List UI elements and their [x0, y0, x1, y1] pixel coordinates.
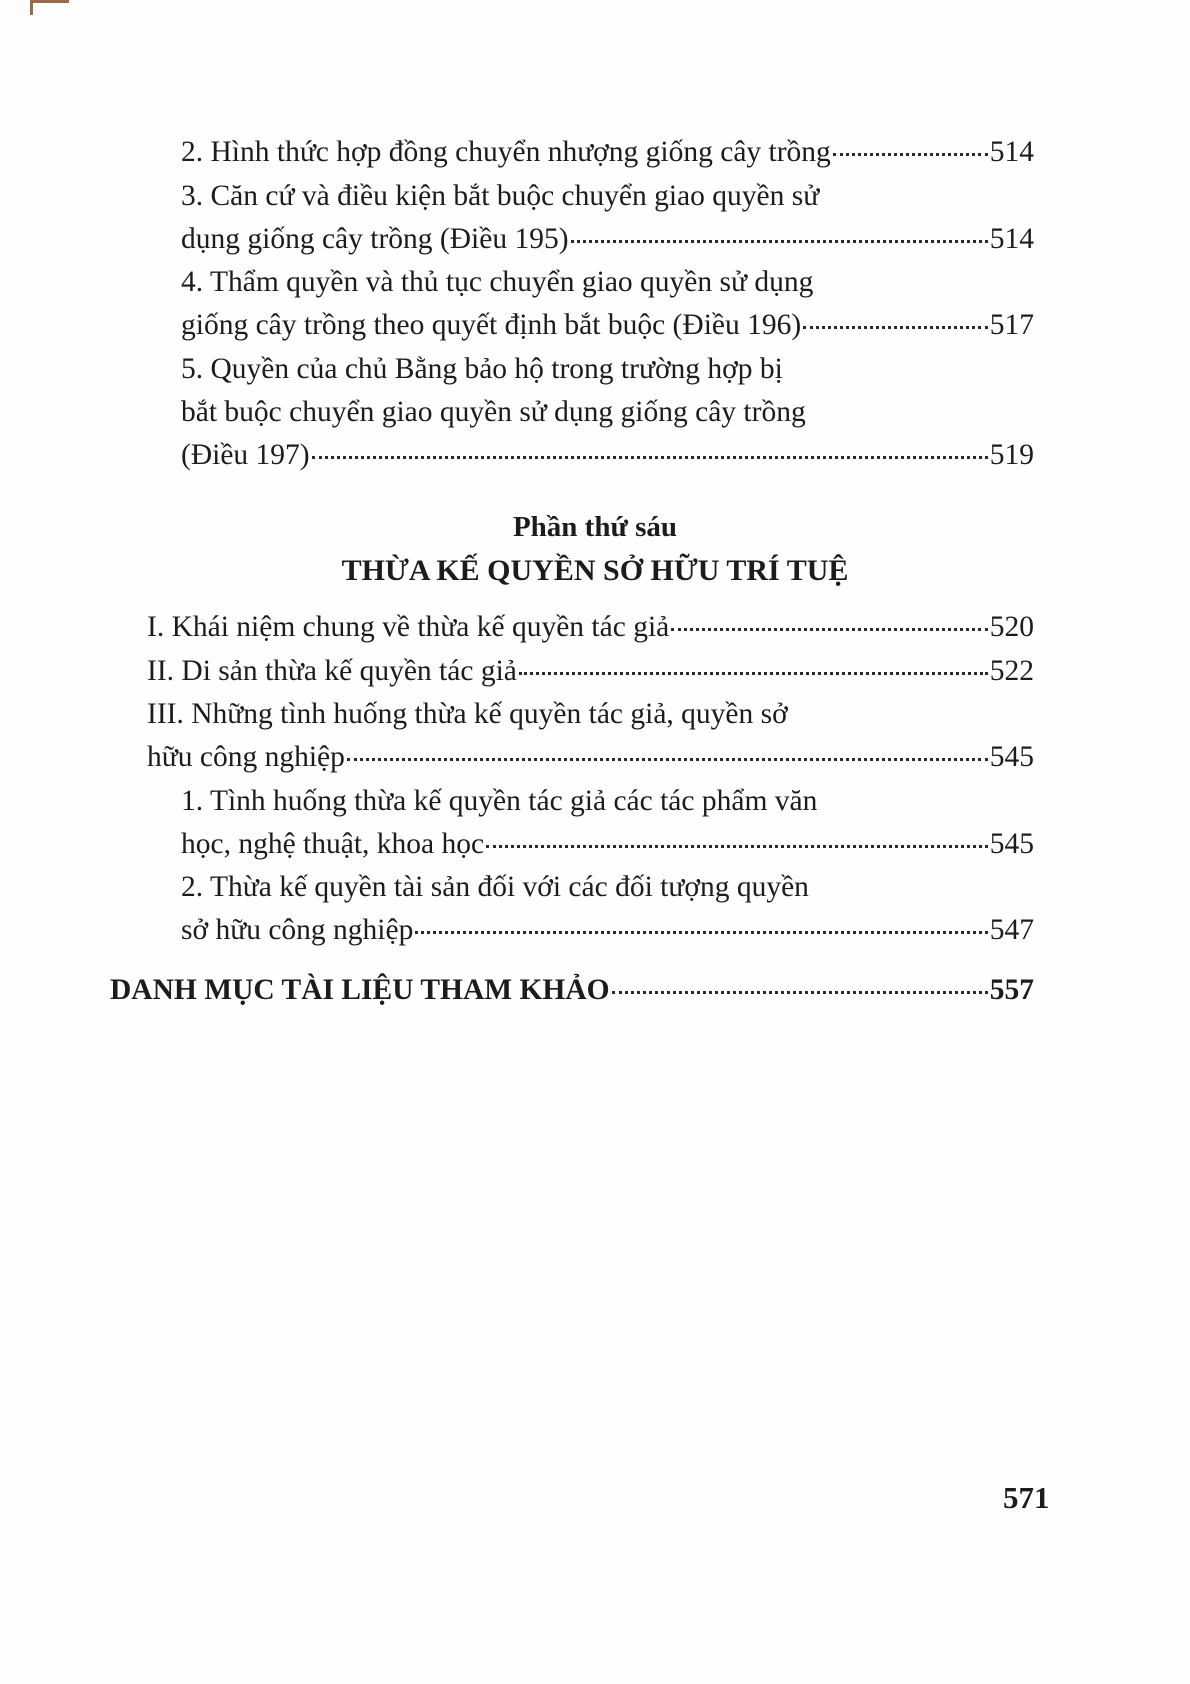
toc-entry-title: hữu công nghiệp: [147, 741, 345, 773]
toc-entry-line: [181, 398, 806, 428]
toc-entry-line: [181, 182, 819, 212]
toc-entry-title: sở hữu công nghiệp: [181, 914, 414, 946]
leader-dots: [803, 326, 988, 329]
toc-entry[interactable]: [181, 225, 1034, 255]
toc-entry-title: dụng giống cây trồng (Điều 195): [181, 223, 569, 255]
page-number: 571: [1003, 1480, 1050, 1515]
leader-dots: [347, 758, 988, 761]
leader-dots: [671, 628, 988, 631]
toc-entry-line: [181, 355, 783, 385]
toc-entry-line: [147, 700, 788, 730]
toc-entry-line: [181, 787, 817, 817]
toc-entry[interactable]: [181, 830, 1034, 860]
toc-entry[interactable]: [181, 441, 1034, 471]
toc-entry-title: DANH MỤC TÀI LIỆU THAM KHẢO: [110, 974, 610, 1006]
toc-entry-title: 2. Hình thức hợp đồng chuyển nhượng giống cây trồng: [181, 136, 831, 168]
leader-dots: [519, 672, 988, 675]
toc-entry[interactable]: [147, 657, 1034, 687]
toc-references-entry[interactable]: [110, 976, 1034, 1006]
toc-entry-page: 514: [989, 223, 1034, 255]
toc-entry-title-line1: III. Những tình huống thừa kế quyền tác giả, quyền sở: [147, 698, 788, 730]
toc-entry-title-line2: bắt buộc chuyển giao quyền sử dụng giống cây trồng: [181, 396, 806, 428]
toc-entry-page: 545: [989, 741, 1034, 773]
leader-dots: [415, 931, 987, 934]
toc-entry-page: 522: [989, 655, 1034, 687]
toc-entry-page: 557: [989, 974, 1034, 1006]
toc-entry-title: II. Di sản thừa kế quyền tác giả: [147, 655, 517, 687]
part-title: THỪA KẾ QUYỀN SỞ HỮU TRÍ TUỆ: [341, 554, 849, 587]
toc-entry-title-line1: 5. Quyền của chủ Bằng bảo hộ trong trường hợp bị: [181, 353, 783, 385]
part-label: Phần thứ sáu: [512, 511, 678, 543]
toc-entry[interactable]: [147, 613, 1034, 643]
toc-entry-title: (Điều 197): [181, 439, 310, 471]
toc-entry-page: 547: [989, 914, 1034, 946]
leader-dots: [571, 240, 988, 243]
toc-entry-title-line1: 4. Thẩm quyền và thủ tục chuyển giao quyền sử dụng: [181, 266, 814, 298]
toc-entry-page: 520: [989, 611, 1034, 643]
toc-entry[interactable]: [147, 743, 1034, 773]
toc-entry-title-line1: 1. Tình huống thừa kế quyền tác giả các tác phẩm văn: [181, 785, 818, 817]
toc-entry-page: 517: [989, 309, 1034, 341]
leader-dots: [486, 845, 988, 848]
toc-entry-page: 514: [989, 136, 1034, 168]
toc-entry-line: [181, 268, 813, 298]
toc-entry[interactable]: [181, 311, 1034, 341]
leader-dots: [612, 991, 988, 994]
toc-entry-title: học, nghệ thuật, khoa học: [181, 828, 485, 860]
toc-entry-title: giống cây trồng theo quyết định bắt buộc (Điều 196): [181, 309, 802, 341]
scan-corner-mark: [30, 0, 69, 15]
toc-entry-title: I. Khái niệm chung về thừa kế quyền tác giả: [147, 611, 670, 643]
leader-dots: [312, 456, 988, 459]
toc-entry-page: 519: [989, 439, 1034, 471]
toc-entry-title-line1: 2. Thừa kế quyền tài sản đối với các đối tượng quyền: [181, 871, 809, 903]
leader-dots: [833, 153, 988, 156]
toc-entry-title-line1: 3. Căn cứ và điều kiện bắt buộc chuyển giao quyền sử: [181, 180, 820, 212]
toc-entry-page: 545: [989, 828, 1034, 860]
toc-entry[interactable]: [181, 138, 1034, 168]
toc-entry-line: [181, 873, 809, 903]
toc-entry[interactable]: [181, 916, 1034, 946]
